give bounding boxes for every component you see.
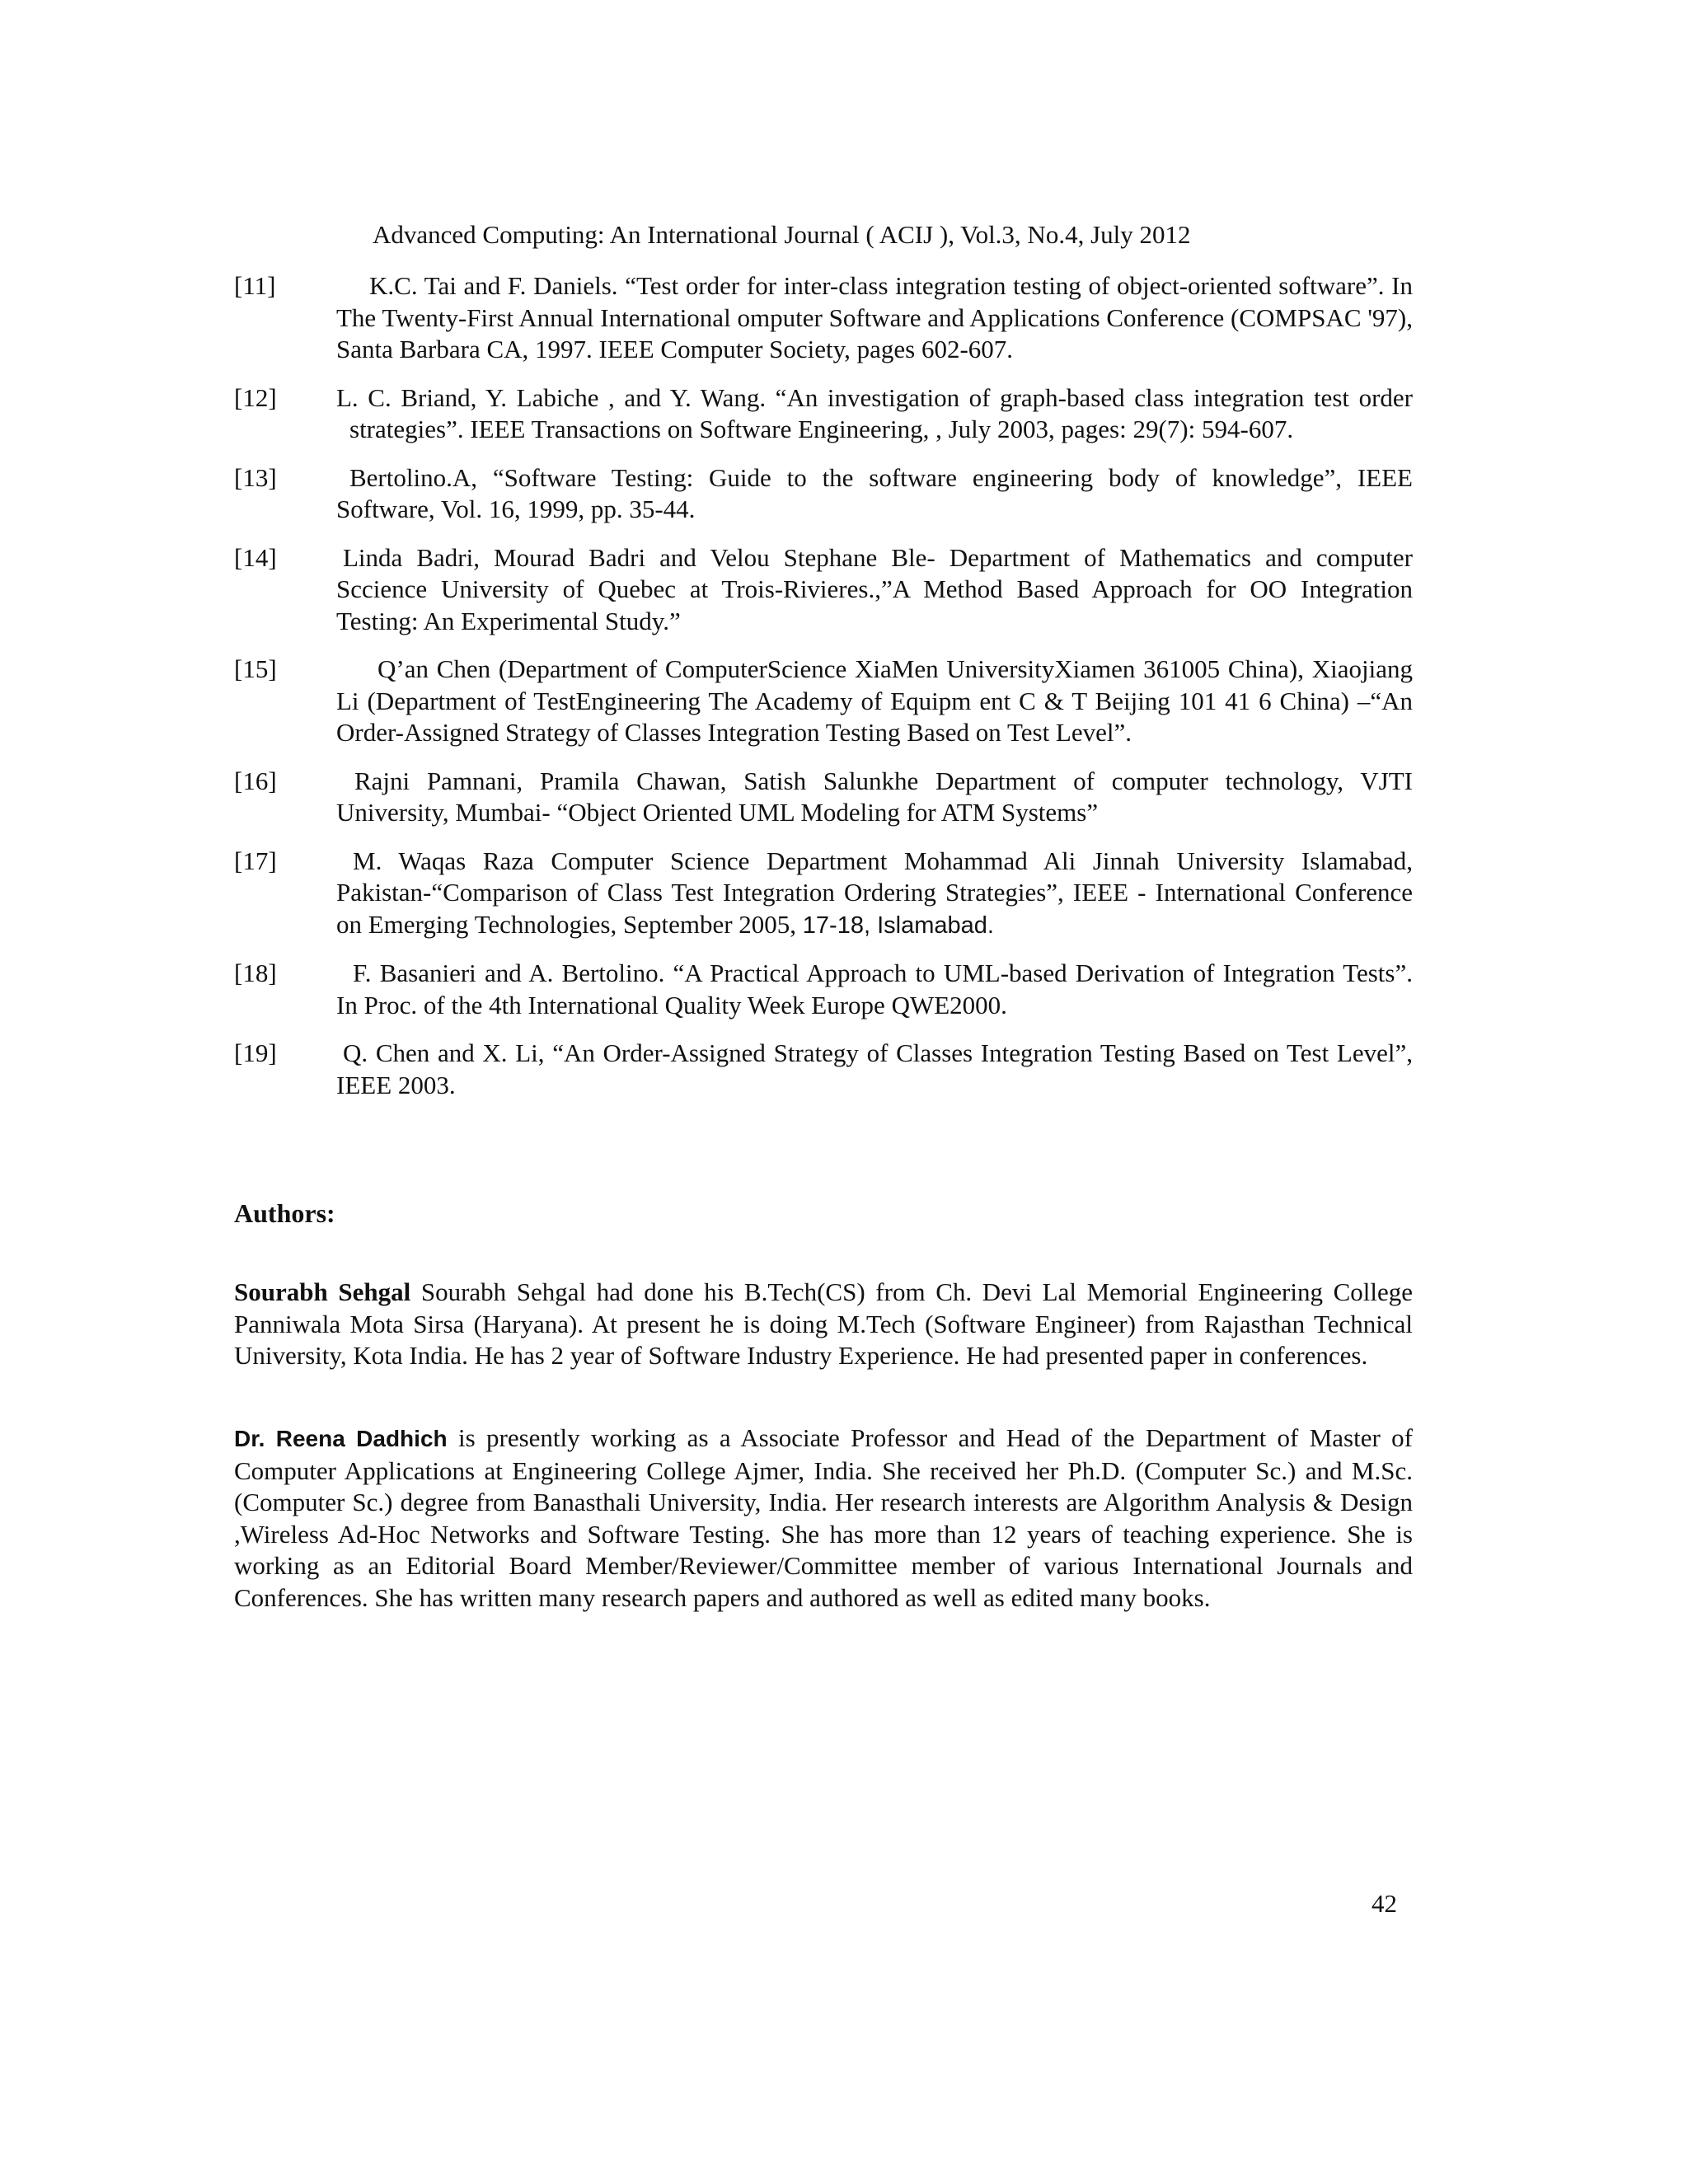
reference-text-content: K.C. Tai and F. Daniels. “Test order for inter-class integration testing of object-oriented software”. In The Twenty-First Annual International omputer Software and Applications Conference (COMPSAC '97), Santa Barbara CA, 1997. IEEE Computer Society, pages 602-607. [336, 271, 1413, 363]
reference-number: [11] [234, 271, 276, 300]
reference-list [234, 270, 1413, 1118]
reference-text [336, 958, 1413, 1021]
reference-text [336, 462, 1413, 526]
author-name: Sourabh Sehgal [234, 1277, 411, 1306]
reference-item [234, 542, 1413, 638]
reference-item [234, 654, 1413, 749]
reference-text-content: Q’an Chen (Department of ComputerScience XiaMen UniversityXiamen 361005 China), Xiaojiang Li (Department of TestEngineering The Academy of Equipm ent C & T Beijing 101 41 6 China) –“An Order-Assigned Strategy of Classes Integration Testing Based on Test Level”. [336, 654, 1413, 747]
authors-heading: Authors: [234, 1198, 335, 1228]
reference-text [336, 846, 1413, 942]
reference-text-content: Q. Chen and X. Li, “An Order-Assigned Strategy of Classes Integration Testing Based on Test Level”, IEEE 2003. [336, 1038, 1413, 1099]
reference-text [336, 542, 1413, 638]
page-number: 42 [1372, 1889, 1397, 1918]
reference-text-content: F. Basanieri and A. Bertolino. “A Practical Approach to UML-based Derivation of Integration Tests”. In Proc. of the 4th International Quality Week Europe QWE2000. [336, 958, 1413, 1019]
reference-number: [15] [234, 654, 277, 683]
author-bio-text: is presently working as a Associate Professor and Head of the Department of Master of Computer Applications at Engineering College Ajmer, India. She received her Ph.D. (Computer Sc.) and M.Sc.(Computer Sc.) degree from Banasthali University, India. Her research interests are Algorithm Analysis & Design ,Wireless Ad-Hoc Networks and Software Testing. She has more than 12 years of teaching experience. She is working as an Editorial Board Member/Reviewer/Committee member of various International Journals and Conferences. She has written many research papers and authored as well as edited many books. [234, 1423, 1413, 1612]
reference-item [234, 462, 1413, 526]
reference-text [336, 382, 1413, 446]
reference-number: [14] [234, 542, 277, 572]
reference-text-content: Bertolino.A, “Software Testing: Guide to the software engineering body of knowledge”, IEEE Software, Vol. 16, 1999, pp. 35-44. [336, 462, 1413, 523]
reference-text [336, 270, 1413, 366]
author-bio-text: Sourabh Sehgal had done his B.Tech(CS) from Ch. Devi Lal Memorial Engineering College Panniwala Mota Sirsa (Haryana). At present he is doing M.Tech (Software Engineer) from Rajasthan Technical University, Kota India. He has 2 year of Software Industry Experience. He had presented paper in conferences. [234, 1277, 1414, 1370]
author-name: Dr. Reena Dadhich [234, 1426, 448, 1451]
reference-item [234, 382, 1413, 446]
reference-text-content: Rajni Pamnani, Pramila Chawan, Satish Salunkhe Department of computer technology, VJTI University, Mumbai- “Object Oriented UML Modeling for ATM Systems” [336, 766, 1413, 827]
reference-item [234, 958, 1413, 1021]
reference-text [336, 654, 1413, 749]
reference-text-content: Linda Badri, Mourad Badri and Velou Stephane Ble- Department of Mathematics and computer Sccience University of Quebec at Trois-Rivieres.,”A Method Based Approach for OO Integration Testing: An Experimental Study.” [336, 542, 1413, 635]
reference-text-content: M. Waqas Raza Computer Science Department Mohammad Ali Jinnah University Islamabad, Pakistan-“Comparison of Class Test Integration Ordering Strategies”, IEEE - International Conference on Emerging Technologies, September 2005, [336, 846, 1413, 939]
reference-number: [16] [234, 766, 277, 795]
reference-item [234, 766, 1413, 829]
reference-text [336, 766, 1413, 829]
reference-number: [19] [234, 1038, 277, 1067]
reference-number: [13] [234, 462, 277, 492]
reference-text [336, 1038, 1413, 1101]
author-bio [234, 1277, 1413, 1372]
reference-item [234, 1038, 1413, 1101]
journal-header: Advanced Computing: An International Journal ( ACIJ ), Vol.3, No.4, July 2012 [373, 220, 1191, 249]
reference-text-content: L. C. Briand, Y. Labiche , and Y. Wang. “An investigation of graph-based class integration test order strategies”. IEEE Transactions on Software Engineering, , July 2003, pages: 29(7): 594-607. [336, 382, 1413, 443]
reference-text-tail: 17-18, Islamabad. [802, 912, 994, 939]
reference-number: [12] [234, 382, 277, 412]
reference-item [234, 270, 1413, 366]
reference-number: [17] [234, 846, 277, 875]
reference-number: [18] [234, 958, 277, 987]
author-bio [234, 1422, 1413, 1614]
reference-item [234, 846, 1413, 942]
